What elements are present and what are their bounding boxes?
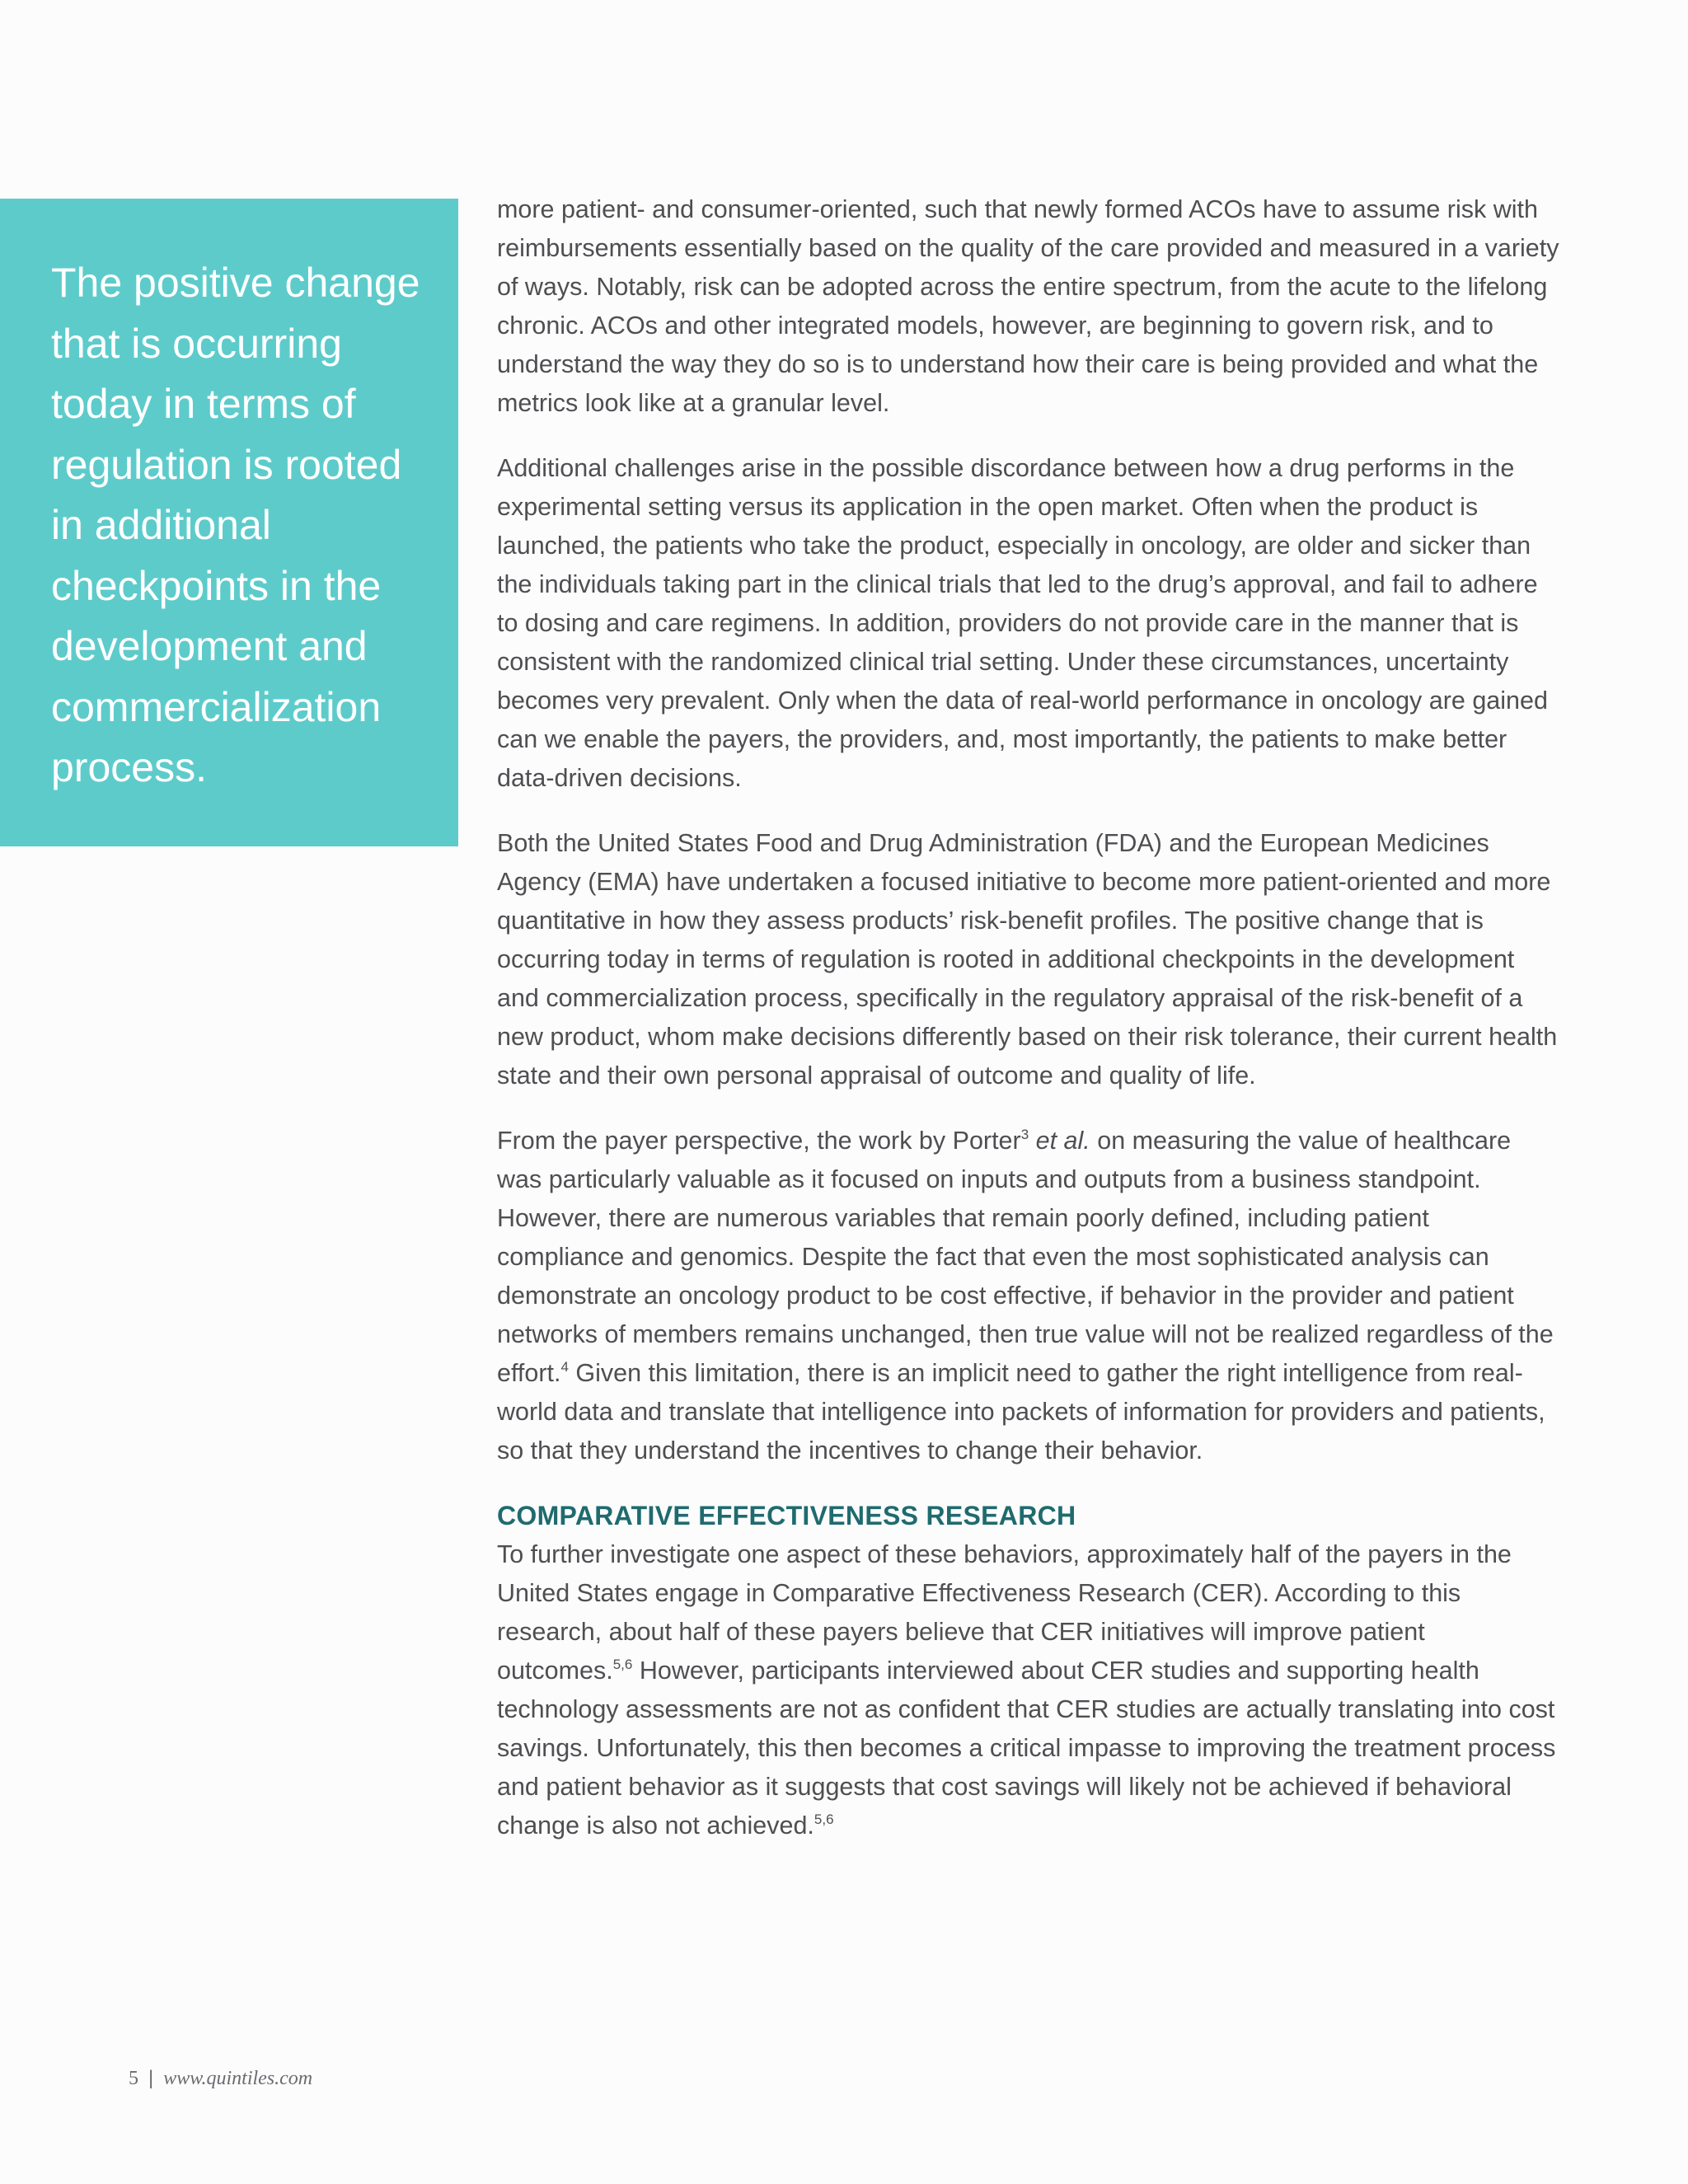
payer-text-part-2: on measuring the value of healthcare was particularly valuable as it focused on inputs and outputs from a business standpoint. However, there are numerous variables that remain poorly defined, including patient compliance and genomics. Despite the fact that even the most sophisticated analysis can demonstrate an oncology product to be cost effective, if behavior in the provider and patient networks of members remains unchanged, then true value will not be realized regardless of the effort. (497, 1127, 1554, 1387)
paragraph-additional-challenges: Additional challenges arise in the possible discordance between how a drug performs in the experimental setting versus its application in the open market. Often when the product is launched, the patients who take the product, especially in oncology, are older and sicker than the individuals taking part in the clinical trials that led to the drug’s approval, and fail to adhere to dosing and care regimens. In addition, providers do not provide care in the manner that is consistent with the randomized clinical trial setting. Under these circumstances, uncertainty becomes very prevalent. Only when the data of real-world performance in oncology are gained can we enable the payers, the providers, and, most importantly, the patients to make better data-driven decisions. (497, 454, 1548, 792)
pull-quote-text: The positive change that is occurring today in terms of regulation is rooted in additional checkpoints in the development and commercialization process. (51, 260, 420, 790)
paragraph-cer (497, 1535, 1560, 1845)
reference-superscript: 3 (1020, 1127, 1029, 1142)
reference-superscript: 4 (560, 1359, 569, 1375)
section-heading: COMPARATIVE EFFECTIVENESS RESEARCH (497, 1501, 1076, 1530)
paragraph-fda-ema: Both the United States Food and Drug Administration (FDA) and the European Medicines Agency (EMA) have undertaken a focused initiative to become more patient-oriented and more quantitative in how they assess products’ risk-benefit profiles. The positive change that is occurring today in terms of regulation is rooted in additional checkpoints in the development and commercialization process, specifically in the regulatory appraisal of the risk-benefit of a new product, whom make decisions differently based on their risk tolerance, their current health state and their own personal appraisal of outcome and quality of life. (497, 829, 1558, 1090)
reference-superscript: 5,6 (612, 1657, 633, 1672)
payer-text-part-3: Given this limitation, there is an implicit need to gather the right intelligence from real-world data and translate that intelligence into packets of information for providers and patients, so that they understand the incentives to change their behavior. (497, 1359, 1545, 1465)
cer-text-part-2: However, participants interviewed about CER studies and supporting health technology assessments are not as confident that CER studies are actually translating into cost savings. Unfortunately, this then becomes a critical impasse to improving the treatment process and patient behavior as it suggests that cost savings will likely not be achieved if behavioral change is also not achieved. (497, 1657, 1556, 1840)
pull-quote-box (0, 199, 458, 846)
footer-separator: | (148, 2067, 154, 2089)
cer-section (497, 1497, 1560, 1845)
reference-superscript: 5,6 (814, 1811, 834, 1827)
page-number: 5 (129, 2068, 138, 2089)
page-footer (129, 2067, 312, 2090)
paragraph-payer-perspective (497, 1122, 1560, 1470)
payer-text-part-1: From the payer perspective, the work by Porter (497, 1127, 1021, 1155)
et-al-italic: et al. (1035, 1127, 1090, 1155)
footer-url-link[interactable]: www.quintiles.com (163, 2068, 313, 2089)
paragraph-aco-risk: more patient- and consumer-oriented, such that newly formed ACOs have to assume risk with reimbursements essentially based on the quality of the care provided and measured in a variety of ways. Notably, risk can be adopted across the entire spectrum, from the acute to the lifelong chronic. ACOs and other integrated models, however, are beginning to govern risk, and to understand the way they do so is to understand how their care is being provided and what the metrics look like at a granular level. (497, 195, 1559, 417)
cer-text-part-1: To further investigate one aspect of these behaviors, approximately half of the payers in the United States engage in Comparative Effectiveness Research (CER). According to this research, about half of these payers believe that CER initiatives will improve patient outcomes. (497, 1540, 1512, 1685)
body-text-column (497, 190, 1560, 1872)
